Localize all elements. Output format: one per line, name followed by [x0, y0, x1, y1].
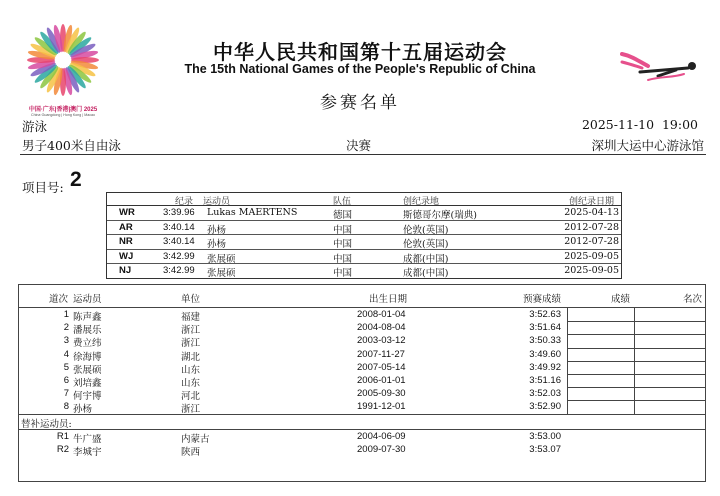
record-place: 伦敦(英国): [403, 239, 449, 250]
entry-heat-time: 3:51.64: [529, 322, 561, 334]
entry-heat-time: 3:53.07: [529, 443, 561, 455]
record-code: NJ: [119, 265, 132, 276]
record-team: 中国: [333, 224, 353, 236]
entry-athlete: 牛广盛: [73, 433, 102, 445]
entry-lane: R2: [56, 443, 69, 455]
entry-lane: 5: [63, 361, 69, 373]
record-athlete: 张展硕: [207, 253, 236, 265]
entry-lane: 2: [63, 322, 69, 334]
reserves-header: [19, 414, 705, 430]
record-code: WR: [119, 207, 135, 218]
record-date: 2025-09-05: [564, 250, 619, 262]
result-cell[interactable]: [567, 308, 635, 322]
entry-unit: 湖北: [181, 351, 201, 363]
result-cell[interactable]: [567, 400, 635, 414]
entry-dob: 2007-11-27: [357, 348, 405, 360]
start-list-table: [18, 284, 706, 482]
entry-unit: 山东: [181, 377, 201, 389]
entry-athlete: 陈声鑫: [73, 312, 102, 323]
record-team: 中国: [333, 253, 353, 265]
record-time: 3:39.96: [163, 207, 195, 218]
result-cell[interactable]: [567, 374, 635, 388]
entry-dob: 2009-07-30: [357, 443, 406, 455]
records-header-athlete: 运动员: [203, 197, 231, 207]
header-athlete: 运动员: [73, 294, 102, 305]
title-english: The 15th National Games of the People's Republic of China: [184, 62, 536, 76]
entry-row: [19, 348, 705, 361]
header-heat-time: 预赛成绩: [523, 294, 562, 305]
event-phase: 决赛: [346, 138, 372, 153]
entry-row: [19, 334, 705, 350]
entry-row: [19, 361, 705, 374]
title-chinese: 中华人民共和国第十五届运动会: [213, 40, 507, 64]
entry-unit: 浙江: [181, 338, 201, 350]
entry-unit: 河北: [181, 391, 201, 403]
record-time: 3:42.99: [163, 250, 195, 262]
entry-heat-time: 3:52.90: [529, 401, 561, 413]
event-datetime: 2025-11-10 19:00: [581, 117, 698, 132]
header-dob: 出生日期: [369, 294, 408, 305]
entry-lane: 6: [63, 374, 69, 386]
result-cell[interactable]: [567, 387, 635, 401]
record-row: [107, 249, 621, 264]
entry-lane: 1: [63, 309, 69, 320]
logo-text: 中国·广东|香港|澳门 2025: [28, 107, 98, 113]
entry-heat-time: 3:53.00: [529, 430, 561, 442]
record-place: 成都(中国): [403, 253, 449, 265]
record-time: 3:40.14: [163, 221, 195, 233]
record-date: 2025-09-05: [564, 265, 619, 276]
header-lane: 道次: [49, 294, 69, 305]
rank-cell[interactable]: [634, 334, 706, 348]
entry-dob: 2004-08-04: [357, 322, 406, 334]
entry-dob: 2008-01-04: [357, 309, 406, 320]
record-row: [107, 234, 621, 249]
header-rank: 名次: [683, 294, 703, 305]
rank-cell[interactable]: [634, 321, 706, 335]
event-name: 男子400米自由泳: [22, 138, 121, 153]
discipline: 游泳: [22, 119, 48, 134]
record-place: 斯德哥尔摩(瑞典): [403, 210, 477, 221]
record-team: 德国: [333, 210, 353, 221]
record-code: AR: [119, 221, 133, 233]
entry-lane: 8: [63, 401, 69, 413]
record-team: 中国: [333, 239, 353, 250]
event-number-label: 项目号:: [22, 180, 64, 195]
record-place: 成都(中国): [403, 268, 449, 279]
records-header: [107, 193, 621, 206]
entry-heat-time: 3:49.92: [529, 361, 561, 373]
record-place: 伦敦(英国): [403, 224, 449, 236]
reserves-label: 替补运动员:: [21, 418, 72, 430]
swimming-pictogram-icon: [618, 46, 700, 88]
entry-dob: 2004-06-09: [357, 430, 406, 442]
record-row: [107, 263, 621, 278]
result-cell[interactable]: [567, 348, 635, 362]
entry-lane: R1: [56, 430, 69, 442]
entry-athlete: 费立纬: [73, 338, 102, 350]
entry-row: [19, 321, 705, 337]
entry-athlete: 李城宇: [73, 446, 102, 458]
header-divider: [20, 154, 706, 155]
entry-unit: 浙江: [181, 325, 201, 337]
entry-heat-time: 3:52.63: [529, 309, 561, 320]
entry-athlete: 潘展乐: [73, 325, 102, 337]
record-athlete: 张展硕: [207, 268, 236, 279]
result-cell[interactable]: [567, 334, 635, 348]
entry-heat-time: 3:49.60: [529, 348, 561, 360]
rank-cell[interactable]: [634, 361, 706, 375]
rank-cell[interactable]: [634, 374, 706, 388]
entry-dob: 1991-12-01: [357, 401, 406, 413]
logo-subtext: China·Guangdong | Hong Kong | Macao: [30, 113, 95, 117]
entry-dob: 2005-09-30: [357, 388, 406, 400]
entry-heat-time: 3:50.33: [529, 335, 561, 347]
rank-cell[interactable]: [634, 308, 706, 322]
entry-athlete: 何宇博: [73, 391, 102, 403]
entry-athlete: 刘培鑫: [73, 377, 102, 389]
entry-lane: 3: [63, 335, 69, 347]
record-date: 2025-04-13: [564, 207, 619, 218]
entry-dob: 2007-05-14: [357, 361, 406, 373]
record-code: WJ: [119, 250, 134, 262]
records-table: [106, 192, 622, 279]
entry-dob: 2003-03-12: [357, 335, 406, 347]
record-date: 2012-07-28: [564, 221, 619, 233]
header-result: 成绩: [611, 294, 631, 305]
entry-unit: 陕西: [181, 446, 201, 458]
entry-unit: 浙江: [181, 404, 201, 416]
rank-cell[interactable]: [634, 400, 706, 414]
entry-row: [19, 387, 705, 403]
entry-lane: 4: [63, 348, 69, 360]
rank-cell[interactable]: [634, 387, 706, 401]
entry-unit: 福建: [181, 312, 201, 323]
header-unit: 单位: [181, 294, 201, 305]
entry-athlete: 张展硕: [73, 364, 102, 376]
entry-heat-time: 3:52.03: [529, 388, 561, 400]
entry-row: [19, 308, 705, 321]
entry-athlete: 孙杨: [73, 404, 93, 416]
record-row: [107, 220, 621, 235]
entry-lane: 7: [63, 388, 69, 400]
entry-unit: 内蒙古: [181, 433, 210, 445]
records-header-place: 创纪录地: [403, 197, 440, 207]
reserve-row: [19, 430, 705, 443]
record-date: 2012-07-28: [564, 236, 619, 247]
record-time: 3:40.14: [163, 236, 195, 247]
record-time: 3:42.99: [163, 265, 195, 276]
entry-unit: 山东: [181, 364, 201, 376]
rank-cell[interactable]: [634, 348, 706, 362]
records-header-team: 队伍: [333, 197, 352, 207]
entry-row: [19, 374, 705, 387]
records-header-record: 纪录: [175, 197, 194, 207]
record-athlete: Lukas MAERTENS: [207, 207, 298, 218]
entry-heat-time: 3:51.16: [529, 374, 561, 386]
reserve-row: [19, 443, 705, 456]
record-team: 中国: [333, 268, 353, 279]
record-row: [107, 206, 621, 220]
result-cell[interactable]: [567, 321, 635, 335]
result-cell[interactable]: [567, 361, 635, 375]
start-list-header: [19, 285, 705, 308]
entry-dob: 2006-01-01: [357, 374, 406, 386]
record-code: NR: [119, 236, 133, 247]
records-header-date: 创纪录日期: [569, 197, 615, 207]
entry-row: [19, 400, 705, 416]
record-athlete: 孙杨: [207, 224, 227, 236]
document-type: 参赛名单: [320, 93, 400, 113]
venue: 深圳大运中心游泳馆: [591, 138, 704, 153]
entry-athlete: 徐海博: [73, 351, 102, 363]
event-number: 2: [70, 168, 82, 191]
record-athlete: 孙杨: [207, 239, 227, 250]
